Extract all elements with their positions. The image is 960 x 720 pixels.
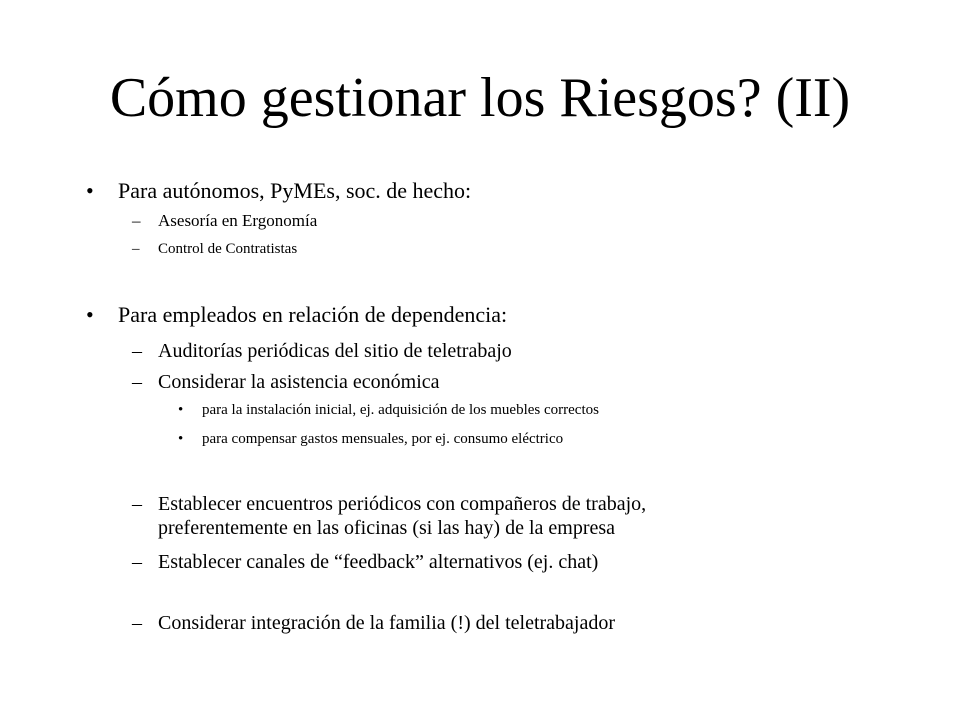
section1-item: Control de Contratistas xyxy=(158,241,298,257)
section1-heading: Para autónomos, PyMEs, soc. de hecho: xyxy=(118,178,472,203)
bullet-marker: • xyxy=(86,302,94,327)
dash-marker: – xyxy=(132,612,142,634)
dash-marker: – xyxy=(132,493,142,515)
section2-item: Establecer canales de “feedback” alternativos (ej. chat) xyxy=(158,551,599,573)
dash-marker: – xyxy=(132,340,142,362)
dash-marker: – xyxy=(132,211,141,230)
section2-subitem: para la instalación inicial, ej. adquisición de los muebles correctos xyxy=(202,402,599,418)
bullet-marker: • xyxy=(178,402,184,418)
dash-marker: – xyxy=(132,371,142,393)
section2-item: Considerar integración de la familia (!) del teletrabajador xyxy=(158,612,616,634)
section2-subitem: para compensar gastos mensuales, por ej. consumo eléctrico xyxy=(202,431,564,447)
section2-heading: Para empleados en relación de dependencia: xyxy=(118,302,508,327)
bullet-marker: • xyxy=(86,178,94,203)
bullet-marker: • xyxy=(178,431,184,447)
section1-item: Asesoría en Ergonomía xyxy=(158,211,318,230)
dash-marker: – xyxy=(132,241,140,257)
section2-item: Establecer encuentros periódicos con compañeros de trabajo, preferentemente en las oficinas (si las hay) de la empresa xyxy=(158,493,647,539)
slide-title: Cómo gestionar los Riesgos? (II) xyxy=(109,67,851,129)
dash-marker: – xyxy=(132,551,142,573)
section2-item: Considerar la asistencia económica xyxy=(158,371,440,393)
section2-item: Auditorías periódicas del sitio de teletrabajo xyxy=(158,340,512,362)
